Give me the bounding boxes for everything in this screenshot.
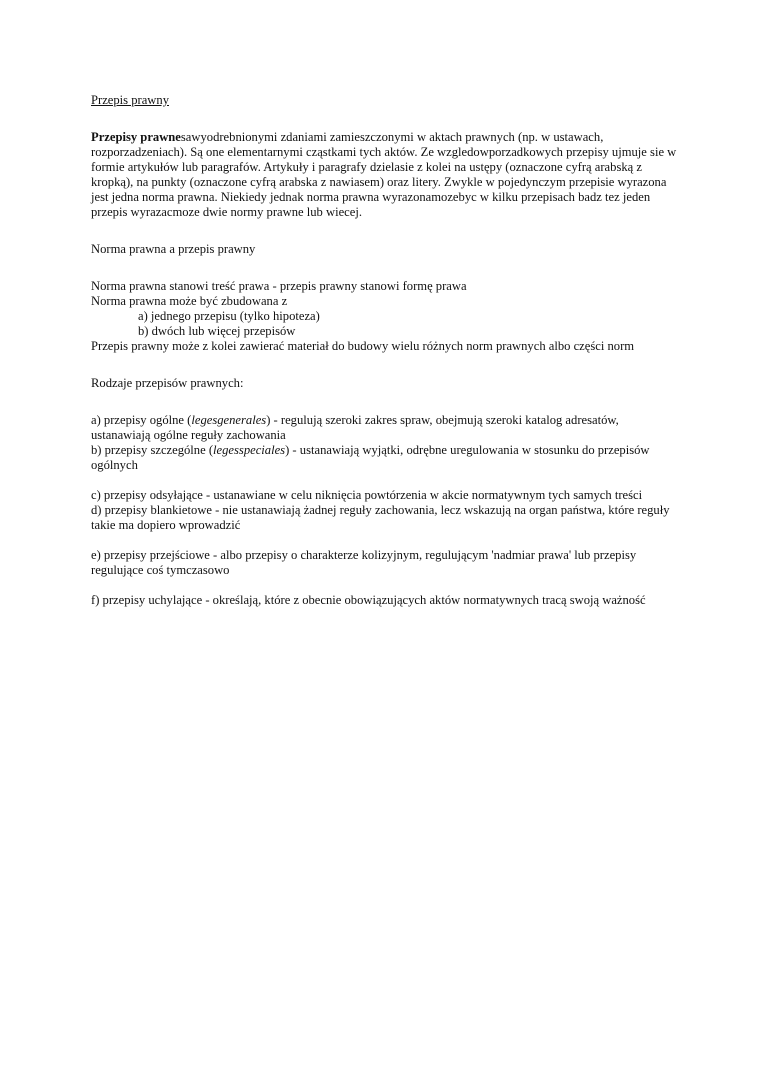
- type-d: d) przepisy blankietowe - nie ustanawiają żadnej reguły zachowania, lecz wskazują na organ państwa, które reguły takie ma dopiero wprowadzić: [91, 503, 670, 532]
- document-body: [91, 93, 681, 608]
- type-b: [91, 443, 681, 473]
- section1-heading: Norma prawna a przepis prawny: [91, 242, 256, 256]
- intro-paragraph: [91, 130, 681, 220]
- type-c: c) przepisy odsyłające - ustanawiane w celu niknięcia powtórzenia w akcie normatywnym tych samych treści: [91, 488, 643, 502]
- section1-line: Norma prawna stanowi treść prawa - przepis prawny stanowi formę prawa: [91, 279, 467, 293]
- intro-bold-term: Przepisy prawne: [91, 130, 181, 144]
- type-b-post: ) - ustanawiają wyjątki, odrębne uregulowania w stosunku do przepisów ogólnych: [91, 443, 650, 472]
- section1-last-line: Przepis prawny może z kolei zawierać materiał do budowy wielu różnych norm prawnych albo części norm: [91, 339, 635, 353]
- type-b-pre: b) przepisy szczególne (: [91, 443, 214, 457]
- document-title: Przepis prawny: [91, 93, 169, 107]
- type-a: [91, 413, 681, 443]
- section1-sub-item: b) dwóch lub więcej przepisów: [138, 324, 296, 338]
- section1-line: Norma prawna może być zbudowana z: [91, 294, 288, 308]
- section1-sub-item: a) jednego przepisu (tylko hipoteza): [138, 309, 320, 323]
- section2-heading: Rodzaje przepisów prawnych:: [91, 376, 244, 390]
- intro-text: sawyodrebnionymi zdaniami zamieszczonymi w aktach prawnych (np. w ustawach, rozporzadzeniach). Są one elementarnymi cząstkami tych aktów. Ze wzgledowporzadkowych przepisy ujmuje sie w formie artykułów lub paragrafów. Artykuły i paragrafy dzielasie z kolei na ustępy (oznaczone cyfrą arabską z kropką), na punkty (oznaczone cyfrą arabska z nawiasem) oraz litery. Zwykle w pojedynczym przepisie wyrazona jest jedna norma prawna. Niekiedy jednak norma prawna wyrazonamozebyc w kilku przepisach badz tez jeden przepis wyrazacmoze dwie normy prawne lub wiecej.: [91, 130, 677, 219]
- type-e: e) przepisy przejściowe - albo przepisy o charakterze kolizyjnym, regulującym 'nadmiar prawa' lub przepisy regulujące coś tymczasowo: [91, 548, 637, 577]
- type-f: f) przepisy uchylające - określają, które z obecnie obowiązujących aktów normatywnych tracą swoją ważność: [91, 593, 646, 607]
- type-b-term: legesspeciales: [213, 443, 286, 457]
- type-a-term: legesgenerales: [191, 413, 267, 427]
- type-a-post: ) - regulują szeroki zakres spraw, obejmują szeroki katalog adresatów, ustanawiają ogólne reguły zachowania: [91, 413, 619, 442]
- type-a-pre: a) przepisy ogólne (: [91, 413, 192, 427]
